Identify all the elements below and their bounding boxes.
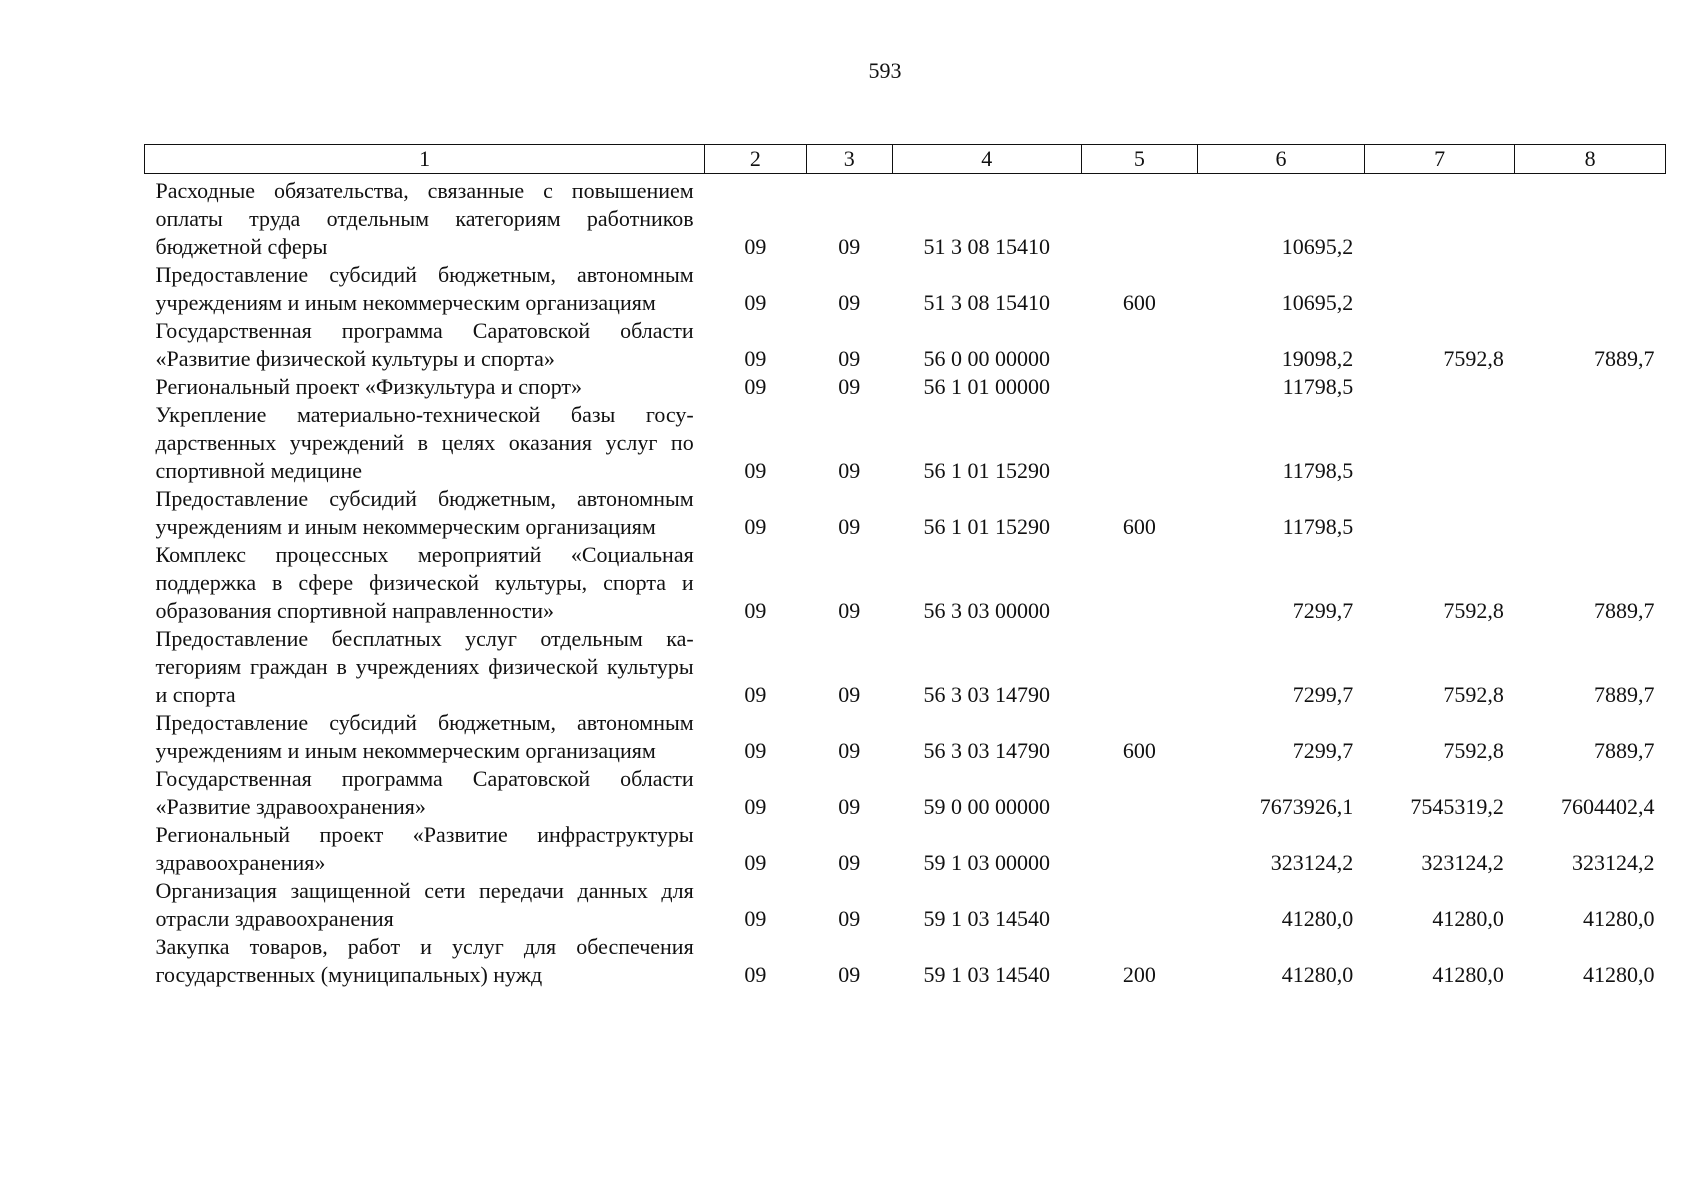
cell-target-article: 56 0 00 00000: [923, 346, 1051, 371]
cell-amount-col6: 10695,2: [1281, 290, 1354, 315]
cell-amount-col6: 11798,5: [1282, 458, 1354, 483]
table-row: [145, 625, 1666, 709]
cell-amount-col7: [1364, 261, 1515, 317]
cell-amount-col8: [1515, 485, 1666, 541]
cell-amount-col6: 10695,2: [1281, 234, 1354, 259]
cell-target-article: 56 1 01 15290: [923, 514, 1051, 539]
cell-subsection: 09: [838, 374, 861, 399]
cell-target-article: 59 1 03 00000: [923, 850, 1051, 875]
cell-amount-col8: 7889,7: [1594, 598, 1655, 623]
cell-amount-col7: [1364, 401, 1515, 485]
cell-amount-col6: 11798,5: [1282, 374, 1354, 399]
row-name: Предоставление бесплатных услуг отдельным категориям граждан в учреждениях физической культуры и спорта: [155, 626, 694, 707]
cell-target-article: 56 3 03 00000: [923, 598, 1051, 623]
cell-subsection: 09: [838, 514, 861, 539]
cell-amount-col8: [1515, 174, 1666, 262]
table-row: [145, 485, 1666, 541]
cell-expense-type: [1081, 317, 1197, 373]
row-name: Предоставление субсидий бюджетным, автономным учреждениям и иным некоммерческим организациям: [155, 710, 694, 763]
cell-amount-col6: 11798,5: [1282, 514, 1354, 539]
cell-amount-col8: 41280,0: [1583, 906, 1655, 931]
row-name: Расходные обязательства, связанные с повышением оплаты труда отдельным категориям работников бюджетной сферы: [155, 178, 694, 259]
cell-amount-col8: [1515, 401, 1666, 485]
row-name: Укрепление материально-технической базы государственных учреждений в целях оказания услуг по спортивной медицине: [155, 402, 694, 483]
cell-expense-type: 600: [1122, 738, 1156, 763]
cell-expense-type: 600: [1122, 290, 1156, 315]
cell-target-article: 56 3 03 14790: [923, 738, 1051, 763]
column-header: 4: [892, 145, 1081, 174]
row-name: Государственная программа Саратовской области «Развитие физической культуры и спорта»: [155, 318, 694, 371]
cell-amount-col6: 7299,7: [1292, 738, 1354, 763]
cell-section: 09: [744, 458, 767, 483]
cell-amount-col8: 7889,7: [1594, 738, 1655, 763]
cell-amount-col6: 41280,0: [1281, 906, 1354, 931]
cell-amount-col6: 19098,2: [1281, 346, 1354, 371]
cell-expense-type: [1081, 401, 1197, 485]
cell-subsection: 09: [838, 234, 861, 259]
cell-amount-col6: 7299,7: [1292, 682, 1354, 707]
cell-section: 09: [744, 290, 767, 315]
cell-amount-col8: 41280,0: [1583, 962, 1655, 987]
cell-subsection: 09: [838, 962, 861, 987]
row-name: Предоставление субсидий бюджетным, автономным учреждениям и иным некоммерческим организациям: [155, 262, 694, 315]
cell-section: 09: [744, 850, 767, 875]
row-name: Государственная программа Саратовской области «Развитие здравоохранения»: [155, 766, 694, 819]
row-name: Закупка товаров, работ и услуг для обеспечения государственных (муниципальных) нужд: [155, 934, 694, 987]
cell-subsection: 09: [838, 290, 861, 315]
cell-subsection: 09: [838, 682, 861, 707]
cell-section: 09: [744, 906, 767, 931]
cell-section: 09: [744, 514, 767, 539]
cell-expense-type: [1081, 541, 1197, 625]
table-row: [145, 261, 1666, 317]
column-header: 8: [1515, 145, 1666, 174]
cell-section: 09: [744, 738, 767, 763]
table-row: [145, 933, 1666, 989]
cell-subsection: 09: [838, 738, 861, 763]
row-name: Предоставление субсидий бюджетным, автономным учреждениям и иным некоммерческим организациям: [155, 486, 694, 539]
row-name: Региональный проект «Развитие инфраструктуры здравоохранения»: [155, 822, 694, 875]
cell-section: 09: [744, 794, 767, 819]
row-name: Региональный проект «Физкультура и спорт»: [155, 374, 583, 399]
cell-expense-type: [1081, 821, 1197, 877]
cell-expense-type: [1081, 877, 1197, 933]
cell-amount-col6: 323124,2: [1270, 850, 1354, 875]
cell-subsection: 09: [838, 598, 861, 623]
cell-amount-col6: 41280,0: [1281, 962, 1354, 987]
cell-target-article: 59 0 00 00000: [923, 794, 1051, 819]
table-row: [145, 877, 1666, 933]
row-name: Организация защищенной сети передачи данных для отрасли здравоохранения: [155, 878, 694, 931]
cell-amount-col7: [1364, 373, 1515, 401]
cell-subsection: 09: [838, 458, 861, 483]
cell-subsection: 09: [838, 906, 861, 931]
cell-section: 09: [744, 374, 767, 399]
column-header: 1: [145, 145, 705, 174]
table-row: [145, 709, 1666, 765]
cell-subsection: 09: [838, 850, 861, 875]
table-row: [145, 541, 1666, 625]
cell-amount-col8: 7889,7: [1594, 346, 1655, 371]
cell-amount-col7: 7592,8: [1443, 346, 1504, 371]
table-row: [145, 373, 1666, 401]
cell-target-article: 56 1 01 15290: [923, 458, 1051, 483]
budget-table: [144, 144, 1666, 989]
column-header: 5: [1081, 145, 1197, 174]
column-header: 7: [1364, 145, 1515, 174]
cell-target-article: 56 1 01 00000: [923, 374, 1051, 399]
cell-expense-type: 200: [1122, 962, 1156, 987]
cell-amount-col7: 7592,8: [1443, 598, 1504, 623]
cell-section: 09: [744, 234, 767, 259]
cell-amount-col7: 323124,2: [1421, 850, 1504, 875]
column-header: 6: [1198, 145, 1365, 174]
cell-expense-type: [1081, 174, 1197, 262]
cell-target-article: 51 3 08 15410: [923, 234, 1051, 259]
cell-section: 09: [744, 598, 767, 623]
cell-expense-type: [1081, 373, 1197, 401]
cell-amount-col7: 7592,8: [1443, 682, 1504, 707]
cell-target-article: 59 1 03 14540: [923, 962, 1051, 987]
cell-section: 09: [744, 962, 767, 987]
table-row: [145, 174, 1666, 262]
cell-target-article: 56 3 03 14790: [923, 682, 1051, 707]
cell-amount-col7: [1364, 174, 1515, 262]
cell-section: 09: [744, 346, 767, 371]
cell-amount-col7: [1364, 485, 1515, 541]
cell-expense-type: [1081, 765, 1197, 821]
table-row: [145, 821, 1666, 877]
cell-amount-col7: 41280,0: [1432, 906, 1504, 931]
column-header: 3: [806, 145, 892, 174]
cell-subsection: 09: [838, 346, 861, 371]
table-row: [145, 401, 1666, 485]
column-header: 2: [705, 145, 806, 174]
cell-amount-col8: 7604402,4: [1561, 794, 1655, 819]
cell-subsection: 09: [838, 794, 861, 819]
table-row: [145, 765, 1666, 821]
cell-amount-col7: 7545319,2: [1410, 794, 1504, 819]
cell-section: 09: [744, 682, 767, 707]
cell-amount-col6: 7673926,1: [1259, 794, 1354, 819]
header-row: [145, 145, 1666, 174]
table-row: [145, 317, 1666, 373]
cell-amount-col8: [1515, 261, 1666, 317]
cell-amount-col7: 7592,8: [1443, 738, 1504, 763]
cell-amount-col8: [1515, 373, 1666, 401]
cell-expense-type: 600: [1122, 514, 1156, 539]
row-name: Комплекс процессных мероприятий «Социальная поддержка в сфере физической культуры, спорта и образования спортивной направленности»: [155, 542, 694, 623]
cell-amount-col7: 41280,0: [1432, 962, 1504, 987]
cell-expense-type: [1081, 625, 1197, 709]
table-body: [145, 174, 1666, 990]
cell-target-article: 51 3 08 15410: [923, 290, 1051, 315]
cell-amount-col8: 323124,2: [1572, 850, 1655, 875]
table-header: [145, 145, 1666, 174]
cell-target-article: 59 1 03 14540: [923, 906, 1051, 931]
page-number: 593: [868, 58, 902, 83]
cell-amount-col8: 7889,7: [1594, 682, 1655, 707]
cell-amount-col6: 7299,7: [1292, 598, 1354, 623]
